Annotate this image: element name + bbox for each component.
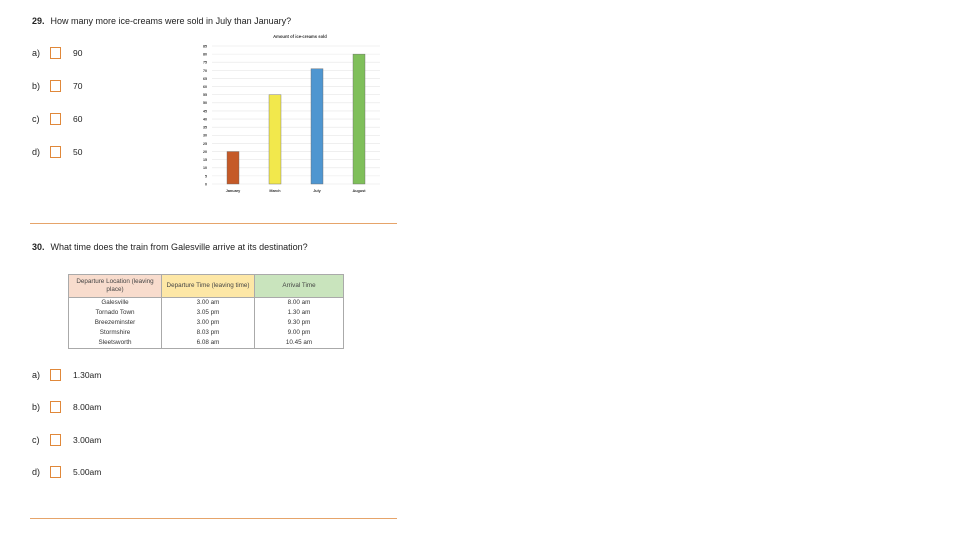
bar-july — [311, 69, 323, 184]
table-cell: 3.00 pm — [162, 318, 255, 328]
q30-option-b[interactable] — [32, 401, 101, 413]
question-29-number: 29. — [32, 16, 45, 26]
option-value: 3.00am — [73, 435, 102, 445]
y-tick-label: 80 — [203, 52, 207, 57]
x-tick-label: January — [225, 189, 241, 193]
table-cell: 8.03 pm — [162, 328, 255, 338]
chart-title: Amount of ice-creams sold — [273, 34, 327, 39]
y-tick-label: 55 — [203, 93, 207, 98]
table-cell: Tornado Town — [69, 308, 162, 318]
y-tick-label: 25 — [203, 141, 207, 146]
option-letter: d) — [32, 467, 41, 477]
divider-1 — [30, 223, 397, 224]
q30-option-d[interactable] — [32, 466, 101, 478]
x-tick-label: March — [269, 189, 281, 193]
option-letter: a) — [32, 48, 41, 58]
table-cell: 9.00 pm — [255, 328, 344, 338]
y-tick-label: 10 — [203, 166, 207, 171]
train-timetable — [68, 274, 344, 349]
option-letter: d) — [32, 147, 41, 157]
y-tick-label: 35 — [203, 125, 207, 130]
header-departure-location: Departure Location (leaving place) — [69, 275, 162, 298]
question-30-title — [32, 242, 308, 252]
y-tick-label: 45 — [203, 109, 207, 114]
option-value: 1.30am — [73, 370, 102, 380]
option-letter: a) — [32, 370, 41, 380]
y-tick-label: 0 — [205, 182, 207, 187]
table-row — [69, 328, 344, 338]
question-30-text: What time does the train from Galesville arrive at its destination? — [50, 242, 308, 252]
y-tick-label: 60 — [203, 84, 207, 89]
option-value: 70 — [73, 81, 83, 91]
q29-option-c[interactable] — [32, 113, 82, 125]
q29-option-a[interactable] — [32, 47, 82, 59]
question-29-title — [32, 16, 291, 26]
option-letter: b) — [32, 81, 41, 91]
y-tick-label: 70 — [203, 68, 207, 73]
y-tick-label: 75 — [203, 60, 207, 65]
y-tick-label: 50 — [203, 101, 207, 106]
table-cell: 8.00 am — [255, 298, 344, 309]
table-cell: 10.45 am — [255, 338, 344, 349]
y-tick-label: 85 — [203, 44, 207, 49]
table-row — [69, 318, 344, 328]
checkbox[interactable] — [50, 80, 61, 92]
bar-august — [353, 54, 365, 184]
table-row — [69, 308, 344, 318]
table-row — [69, 298, 344, 309]
header-departure-time: Departure Time (leaving time) — [162, 275, 255, 298]
bar-march — [269, 95, 281, 184]
table-cell: Sleetsworth — [69, 338, 162, 349]
option-value: 60 — [73, 114, 83, 124]
q30-option-a[interactable] — [32, 369, 101, 381]
divider-2 — [30, 518, 397, 519]
checkbox[interactable] — [50, 401, 61, 413]
option-letter: c) — [32, 435, 40, 445]
table-row — [69, 338, 344, 349]
table-cell: Galesville — [69, 298, 162, 309]
y-tick-label: 65 — [203, 76, 207, 81]
option-value: 90 — [73, 48, 83, 58]
table-cell: Stormshire — [69, 328, 162, 338]
option-letter: b) — [32, 402, 41, 412]
table-cell: 3.00 am — [162, 298, 255, 309]
option-letter: c) — [32, 114, 40, 124]
checkbox[interactable] — [50, 434, 61, 446]
checkbox[interactable] — [50, 113, 61, 125]
x-tick-label: July — [313, 189, 321, 193]
table-cell: 3.05 pm — [162, 308, 255, 318]
checkbox[interactable] — [50, 466, 61, 478]
q29-option-d[interactable] — [32, 146, 82, 158]
option-value: 50 — [73, 147, 83, 157]
checkbox[interactable] — [50, 369, 61, 381]
y-tick-label: 30 — [203, 133, 207, 138]
x-tick-label: August — [352, 189, 366, 193]
question-29-text: How many more ice-creams were sold in July than January? — [50, 16, 292, 26]
option-value: 5.00am — [73, 467, 102, 477]
table-cell: 9.30 pm — [255, 318, 344, 328]
y-tick-label: 20 — [203, 149, 207, 154]
timetable-body — [69, 298, 344, 349]
q30-option-c[interactable] — [32, 434, 101, 446]
question-30-number: 30. — [32, 242, 45, 252]
table-cell: Breezeminster — [69, 318, 162, 328]
header-arrival-time: Arrival Time — [255, 275, 344, 298]
table-cell: 6.08 am — [162, 338, 255, 349]
y-tick-label: 5 — [205, 174, 207, 179]
q29-option-b[interactable] — [32, 80, 82, 92]
table-cell: 1.30 am — [255, 308, 344, 318]
y-tick-label: 40 — [203, 117, 207, 122]
checkbox[interactable] — [50, 47, 61, 59]
bar-january — [227, 152, 239, 184]
y-tick-label: 15 — [203, 158, 207, 163]
option-value: 8.00am — [73, 402, 102, 412]
checkbox[interactable] — [50, 146, 61, 158]
ice-cream-bar-chart — [190, 28, 390, 203]
